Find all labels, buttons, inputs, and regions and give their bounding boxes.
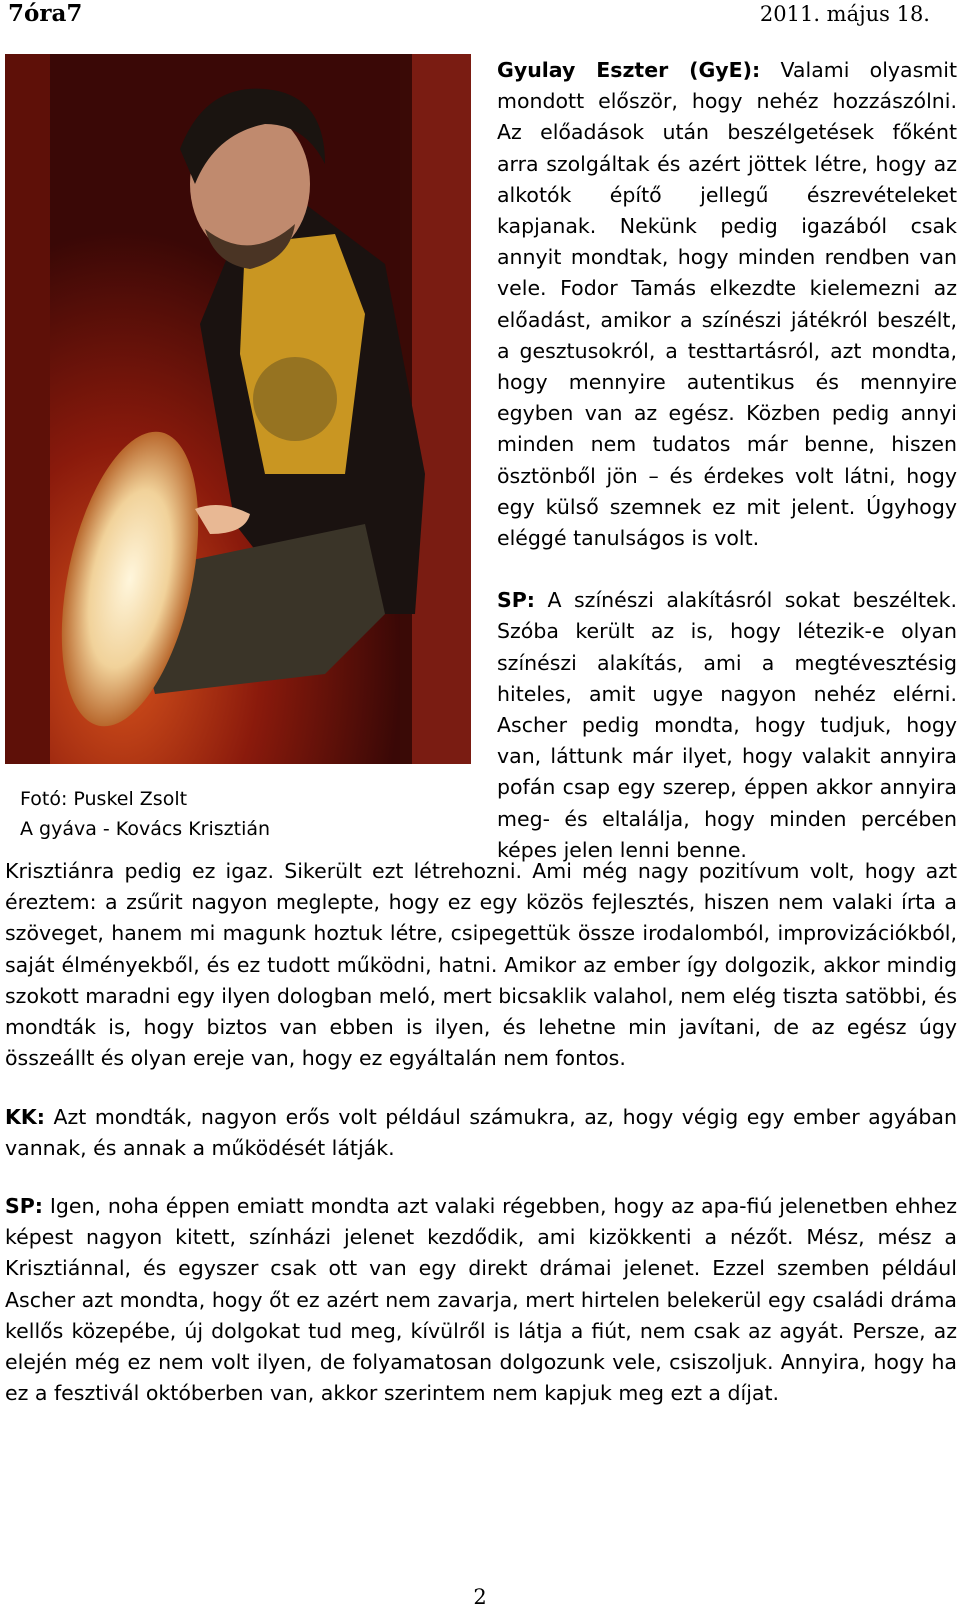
actor-photo (5, 54, 471, 764)
speaker-label: SP: (497, 588, 535, 613)
right-column (497, 55, 957, 866)
paragraph-kk (5, 1102, 957, 1164)
speaker-label: Gyulay Eszter (GyE): (497, 58, 761, 82)
actor-photo-illustration (5, 54, 471, 764)
paragraph-text: Krisztiánra pedig ez igaz. Sikerült ezt létrehozni. Ami még nagy pozitívum volt, hogy azt éreztem: a zsűrit nagyon meglepte, hogy ez egy közös fejlesztés, hiszen nem valaki írta a szöveget, hanem mi magunk hoztuk létre, csipegettük össze irodalomból, improvizációkból, saját élményekből, és ez tudott működni, hatni. Amikor az ember így dolgozik, akkor mindig szokott maradni egy ilyen dologban meló, mert bicsaklik valahol, nem elég tiszta satöbbi, és mondták is, hogy biztos van ebben is ilyen, és lehetne min javítani, de az egész úgy összeállt és olyan ereje van, hogy ez egyáltalán nem fontos. (5, 859, 958, 1071)
photo-title: A gyáva - Kovács Krisztián (20, 818, 271, 840)
publication-date: 2011. május 18. (759, 2, 930, 26)
paragraph-sp-2 (5, 1191, 957, 1409)
paragraph-text: Valami olyasmit mondott először, hogy nehéz hozzászólni. Az előadások után beszélgetések főként arra szolgáltak és azért jöttek létre, hogy az alkotók építő jellegű észrevételeket kapjanak. Nekünk pedig igazából csak annyit mondtak, hogy minden rendben van vele. Fodor Tamás elkezdte kielemezni az előadást, amikor a színészi játékról beszélt, a gesztusokról, a testtartásról, azt mondta, hogy mennyire autentikus és mennyire egyben van az egész. Közben pedig annyi minden nem tudatos már benne, hiszen ösztönből jön – és érdekes volt látni, hogy egy külső szemnek ez mit jelent. Úgyhogy eléggé tanulságos is volt. (497, 58, 957, 551)
paragraph-text: Igen, noha éppen emiatt mondta azt valaki régebben, hogy az apa-fiú jelenetben ehhez képest nagyon kitett, színházi jelenet kezdődik, ami kizökkenti a nézőt. Mész, mész a Krisztiánnal, és egyszer csak ott van egy direkt drámai jelenet. Ezzel szemben például Ascher azt mondta, hogy őt ez azért nem zavarja, mert hirtelen belekerül egy családi dráma kellős közepébe, új dolgokat tud meg, kívülről is látja a fiút, nem csak az agyát. Persze, az elején még ez nem volt ilyen, de folyamatosan dolgozunk vele, csiszoljuk. Annyira, hogy ha ez a fesztivál októberben van, akkor szerintem nem kapjuk meg ezt a díjat. (5, 1194, 957, 1406)
page-number: 2 (473, 1585, 487, 1609)
paragraph-sp (497, 585, 957, 866)
speaker-label: SP: (5, 1194, 43, 1218)
photo-caption (20, 784, 270, 844)
paragraph-continuation (5, 856, 957, 1074)
publication-title: 7óra7 (8, 0, 83, 27)
speaker-label: KK: (5, 1105, 45, 1129)
paragraph-text: Azt mondták, nagyon erős volt például számukra, az, hogy végig egy ember agyában vannak, és annak a működését látják. (5, 1105, 957, 1161)
paragraph-gye (497, 55, 957, 554)
paragraph-text: A színészi alakításról sokat beszéltek. Szóba került az is, hogy létezik-e olyan színészi alakítás, ami a megtévesztésig hiteles, amit ugye nagyon nehéz elérni. Ascher pedig mondta, hogy tudjuk, hogy van, láttunk már ilyet, hogy valakit annyira pofán csap egy szerep, éppen akkor annyira meg- és eltalálja, hogy minden percében képes jelen lenni benne. (497, 588, 957, 862)
photo-credit: Fotó: Puskel Zsolt (20, 788, 188, 810)
